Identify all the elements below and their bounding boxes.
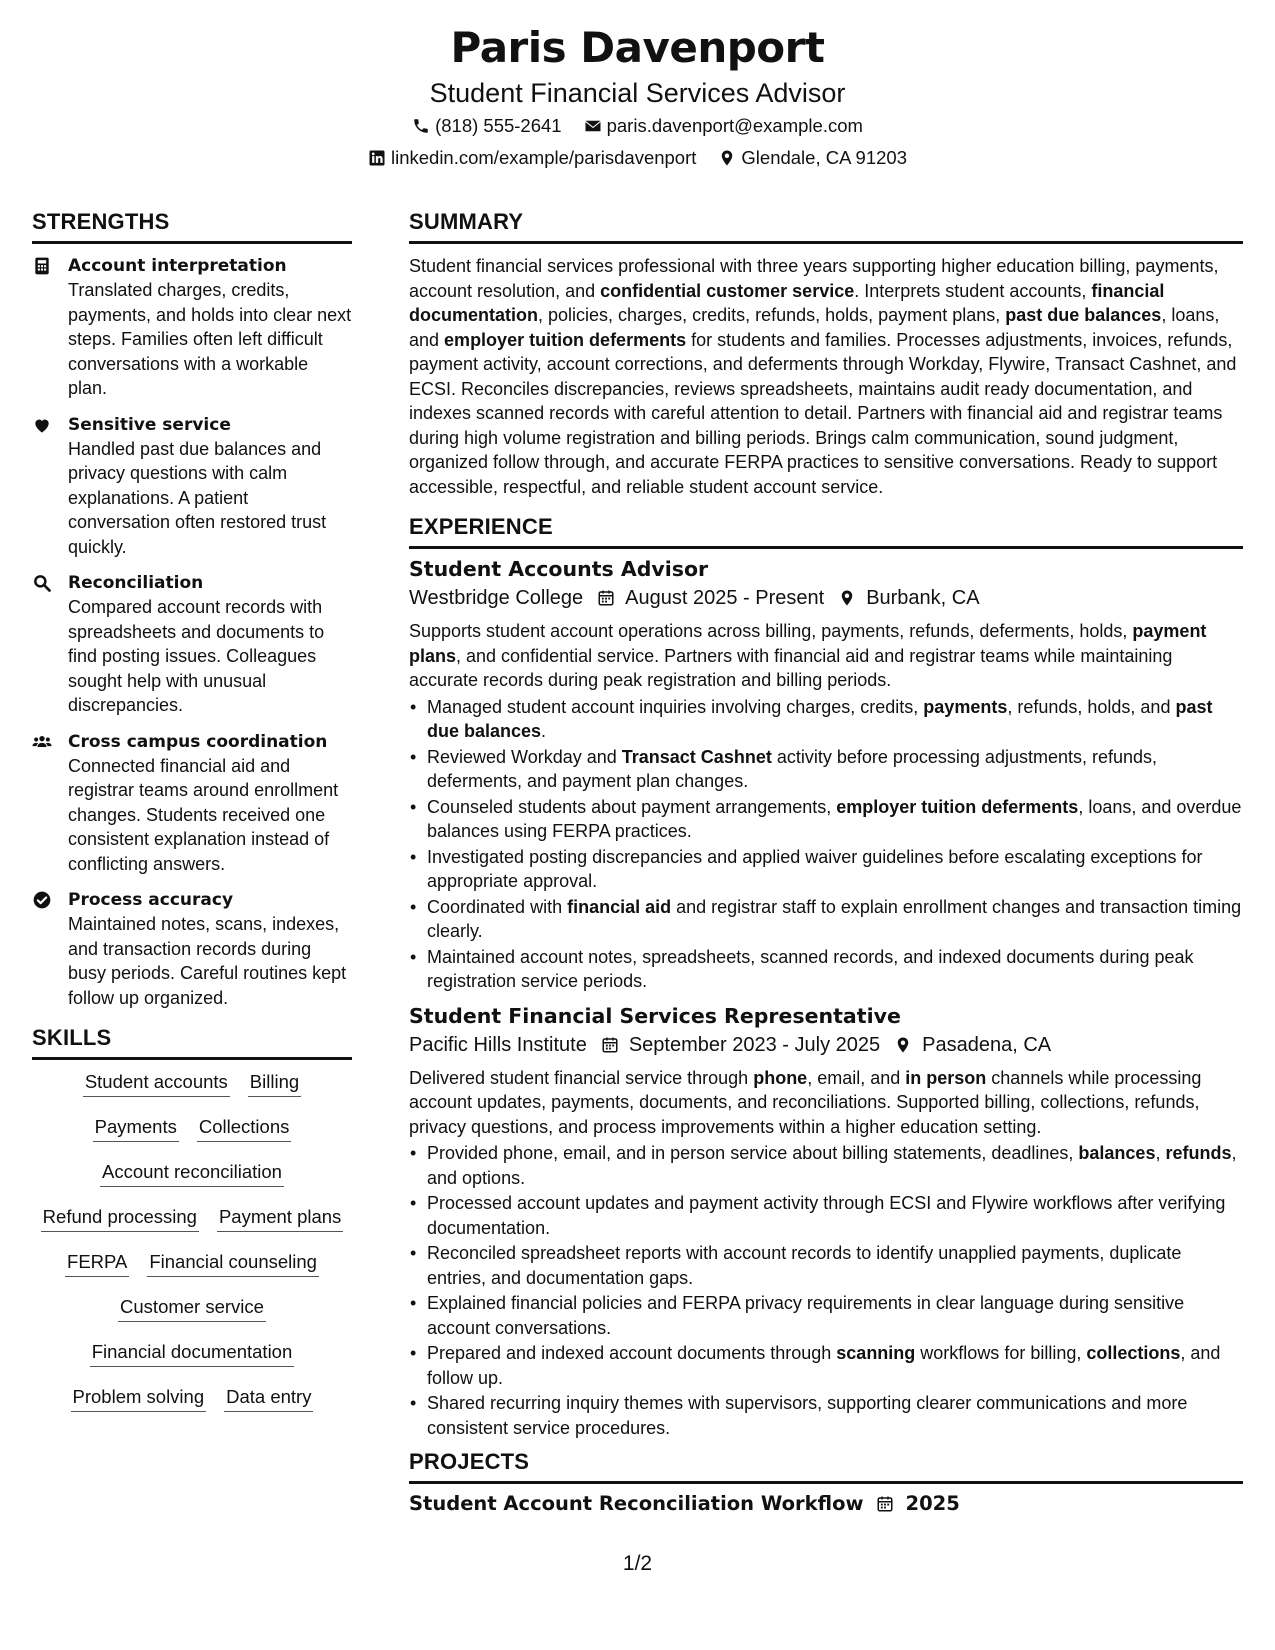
skill-tag: Customer service [118,1295,266,1322]
location-text: Glendale, CA 91203 [741,147,908,168]
skill-tag: Financial counseling [147,1250,319,1277]
heart-icon [32,415,52,435]
search-icon [32,573,52,593]
strength-item [32,413,352,560]
calendar-icon [597,589,615,607]
skill-row [32,1385,352,1430]
job-bullets [409,1141,1243,1440]
skill-tag: Billing [248,1070,301,1097]
strength-desc: Translated charges, credits, payments, and holds into clear next steps. Families often left difficult conversations with a workable plan. [68,280,352,398]
map-pin-icon [718,149,736,167]
skill-tag: Payments [93,1115,179,1142]
job-location: Burbank, CA [866,587,980,609]
contact-row-2 [0,142,1275,174]
strength-body [68,730,352,877]
strength-desc: Maintained notes, scans, indexes, and transaction records during busy periods. Careful routines kept follow up organized. [68,914,347,1008]
job-bullet: • Reviewed Workday and Transact Cashnet activity before processing adjustments, refunds, deferments, and payment plan changes. [409,745,1243,794]
job-bullets [409,695,1243,994]
strength-body [68,571,352,718]
location-contact [718,142,907,174]
users-icon [32,732,52,752]
linkedin-icon [368,149,386,167]
skill-tag: Collections [197,1115,292,1142]
job-bullet: • Counseled students about payment arrangements, employer tuition deferments, loans, and overdue balances using FERPA practices. [409,795,1243,844]
left-column [32,208,352,1430]
strength-item [32,571,352,718]
right-column [409,208,1243,1518]
job-bullet: • Prepared and indexed account documents through scanning workflows for billing, collections, and follow up. [409,1341,1243,1390]
job-description: Delivered student financial service through phone, email, and in person channels while processing account updates, payments, documents, and reconciliations. Supported billing, collections, refunds, privacy questions, and process improvements within a higher education setting. [409,1067,1202,1137]
project-entry [409,1490,1243,1518]
skill-tag: FERPA [65,1250,129,1277]
strength-title: Cross campus coordination [68,731,328,752]
experience-list [409,555,1243,1440]
job-bullet: • Investigated posting discrepancies and applied waiver guidelines before escalating exceptions for appropriate approval. [409,845,1243,894]
strength-title: Reconciliation [68,573,204,593]
job-location: Pasadena, CA [922,1033,1052,1056]
strengths-heading: STRENGTHS [32,208,352,244]
job-company: Westbridge College [409,587,584,609]
skill-row [32,1115,352,1160]
job-meta [409,1030,1243,1060]
strength-desc: Connected financial aid and registrar teams around enrollment changes. Students received one consistent explanation instead of conflicting answers. [68,755,339,874]
map-pin-icon [894,1036,912,1054]
strength-item [32,730,352,877]
job-bullet: • Processed account updates and payment activity through ECSI and Flywire workflows after verifying documentation. [409,1191,1243,1240]
strength-body [68,888,352,1010]
strength-body [68,413,352,560]
skills-list [32,1070,352,1430]
job-bullet: • Managed student account inquiries involving charges, credits, payments, refunds, holds, and past due balances. [409,695,1243,744]
skills-heading: SKILLS [32,1024,352,1060]
envelope-icon [584,117,602,135]
strength-body [68,254,352,401]
summary-text: Student financial services professional with three years supporting higher education billing, payments, account resolution, and confidential customer service. Interprets student accounts, financial documentation, policies, charges, credits, refunds, holds, payment plans, past due balances, loans, and employer tuition deferments for students and families. Processes adjustments, invoices, refunds, payment activity, account corrections, and deferments through Workday, Flywire, Transact Cashnet, and ECSI. Reconciles discrepancies, reviews spreadsheets, maintains audit ready documentation, and indexes scanned records with careful attention to detail. Partners with financial aid and registrar teams during high volume registration and billing periods. Brings calm communication, sound judgment, organized follow through, and accurate FERPA practices to sensitive conversations. Ready to support accessible, respectful, and reliable student account service. [409,256,1237,497]
job-bullet: • Provided phone, email, and in person service about billing statements, deadlines, balances, refunds, and options. [409,1141,1243,1190]
linkedin-text: linkedin.com/example/parisdavenport [390,147,697,168]
email-text: paris.davenport@example.com [606,115,863,136]
strength-title: Process accuracy [68,890,234,910]
candidate-title: Student Financial Services Advisor [429,78,846,108]
summary-heading: SUMMARY [409,208,1243,244]
skill-row [32,1340,352,1385]
calendar-icon [876,1495,894,1513]
skill-tag: Student accounts [83,1070,230,1097]
projects-heading: PROJECTS [409,1448,1243,1484]
skill-tag: Problem solving [71,1385,207,1412]
skill-tag: Refund processing [41,1205,199,1232]
job-entry [409,555,1243,994]
email-contact[interactable] [584,110,863,142]
resume-header [0,20,1275,174]
skill-row [32,1070,352,1115]
linkedin-contact[interactable] [368,142,696,174]
strengths-list [32,254,352,1010]
job-bullet: • Maintained account notes, spreadsheets, scanned records, and indexed documents during peak registration service periods. [409,945,1243,994]
candidate-name: Paris Davenport [450,23,825,72]
job-description: Supports student account operations across billing, payments, refunds, deferments, holds, payment plans, and confidential service. Partners with financial aid and registrar teams while maintaining accurate records during peak registration and billing periods. [409,621,1207,690]
contact-row-1 [0,110,1275,142]
map-pin-icon [838,589,856,607]
phone-text: (818) 555-2641 [435,115,562,136]
job-entry [409,1002,1243,1441]
job-title: Student Financial Services Representative [409,1003,901,1028]
calendar-icon [601,1036,619,1054]
job-bullet: • Explained financial policies and FERPA privacy requirements in clear language during sensitive account conversations. [409,1291,1243,1340]
strength-item [32,888,352,1010]
calculator-icon [32,256,52,276]
project-title: Student Account Reconciliation Workflow [409,1492,864,1515]
skill-tag: Account reconciliation [100,1160,284,1187]
projects-list [409,1490,1243,1518]
skill-row [32,1250,352,1295]
page-number: 1/2 [622,1552,653,1575]
skill-row [32,1160,352,1205]
phone-icon [412,117,430,135]
strength-title: Sensitive service [68,414,231,435]
skill-row [32,1295,352,1340]
job-dates: August 2025 - Present [625,587,825,609]
skill-row [32,1205,352,1250]
strength-title: Account interpretation [68,256,287,276]
project-year: 2025 [905,1492,960,1515]
strength-item [32,254,352,401]
skill-tag: Payment plans [217,1205,343,1232]
job-dates: September 2023 - July 2025 [628,1033,881,1056]
job-bullet: • Coordinated with financial aid and registrar staff to explain enrollment changes and transaction timing clearly. [409,895,1243,944]
job-bullet: • Reconciled spreadsheet reports with account records to identify unapplied payments, duplicate entries, and documentation gaps. [409,1241,1243,1290]
phone-contact [412,110,562,142]
job-meta [409,583,1243,613]
strength-desc: Handled past due balances and privacy questions with calm explanations. A patient conversation often restored trust quickly. [68,438,327,557]
check-circle-icon [32,890,52,910]
strength-desc: Compared account records with spreadsheets and documents to find posting issues. Colleagues sought help with unusual discrepancies. [68,597,325,715]
job-title: Student Accounts Advisor [409,557,709,581]
skill-tag: Data entry [224,1385,313,1412]
job-bullet: • Shared recurring inquiry themes with supervisors, supporting clearer communications and more consistent service procedures. [409,1391,1243,1440]
experience-heading: EXPERIENCE [409,513,1243,549]
skill-tag: Financial documentation [90,1340,295,1367]
job-company: Pacific Hills Institute [409,1033,587,1056]
